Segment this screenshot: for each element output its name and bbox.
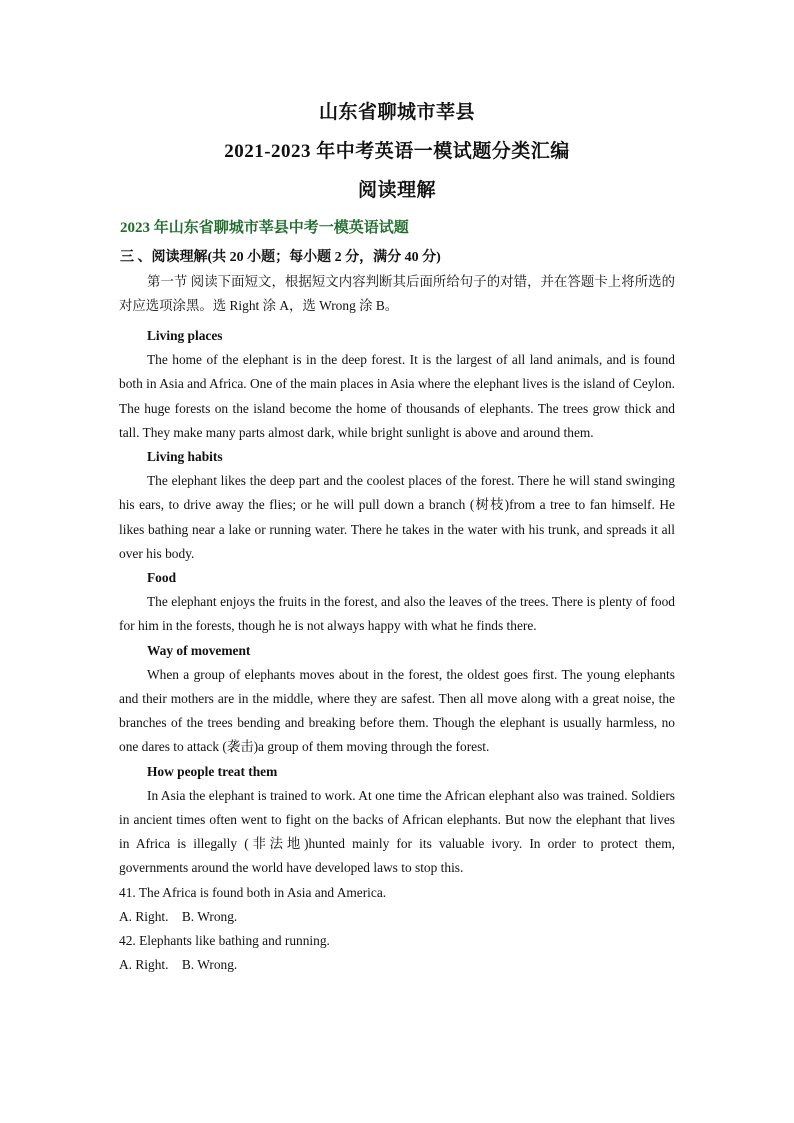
article-paragraph: The home of the elephant is in the deep forest. It is the largest of all land animals, and is found both in Asia and Africa. One of the main places in Asia where the elephant lives is the island of Ceylon. The huge forests on the island become the home of thousands of elephants. The trees grow thick and tall. They make many parts almost dark, while bright sunlight is above and around them. [119,352,675,440]
instructions [119,270,675,318]
title-exam: 2021-2023 年中考英语一模试题分类汇编 [224,141,570,162]
article-paragraph: In Asia the elephant is trained to work. At one time the African elephant also was trained. Soldiers in ancient times often went to fight on the backs of African elephants. But now the elephant that lives in Africa is illegally (非法地)hunted mainly for its valuable ivory. In order to protect them, governments around the world have developed laws to stop this. [119,787,675,876]
part-title: 三 、阅读理解(共 20 小题；每小题 2 分，满分 40 分) [120,250,441,265]
question-stem: 41. The Africa is found both in Asia and America. [119,884,387,900]
section-heading: 2023 年山东省聊城市莘县中考一模英语试题 [120,220,409,236]
instructions-text: 第一节 阅读下面短文，根据短文内容判断其后面所给句子的对错，并在答题卡上将所选的对应选项涂黑。选 Right 涂 A，选 Wrong 涂 B。 [119,274,675,314]
article [119,324,675,977]
question-options: A. Right. B. Wrong. [119,908,238,924]
title-region: 山东省聊城市莘县 [318,102,475,123]
article-heading-living-places: Living places [147,328,223,343]
article-paragraph: The elephant likes the deep part and the coolest places of the forest. There he will stand swinging his ears, to drive away the flies; or he will pull down a branch (树枝)from a tree to fan himself. He likes bathing near a lake or running water. There he takes in the water with his trunk, and spreads it all over his body. [119,473,675,561]
question-42 [119,929,675,977]
article-heading-food: Food [147,570,177,586]
article-heading-treatment: How people treat them [147,763,278,779]
article-paragraph: The elephant enjoys the fruits in the forest, and also the leaves of the trees. There is plenty of food for him in the forests, though he is not always happy with what he finds there. [119,594,675,634]
title-topic: 阅读理解 [357,180,436,201]
question-41 [119,881,675,929]
question-stem: 42. Elephants like bathing and running. [119,933,330,949]
article-heading-living-habits: Living habits [147,449,223,465]
article-heading-movement: Way of movement [147,642,251,658]
question-options: A. Right. B. Wrong. [119,957,238,973]
article-paragraph: When a group of elephants moves about in the forest, the oldest goes first. The young elephants and their mothers are in the middle, where they are safest. Then all move along with a great noise, the branches of the trees bending and breaking before them. Though the elephant is usually harmless, no one dares to attack (袭击)a group of them moving through the forest. [119,666,675,755]
